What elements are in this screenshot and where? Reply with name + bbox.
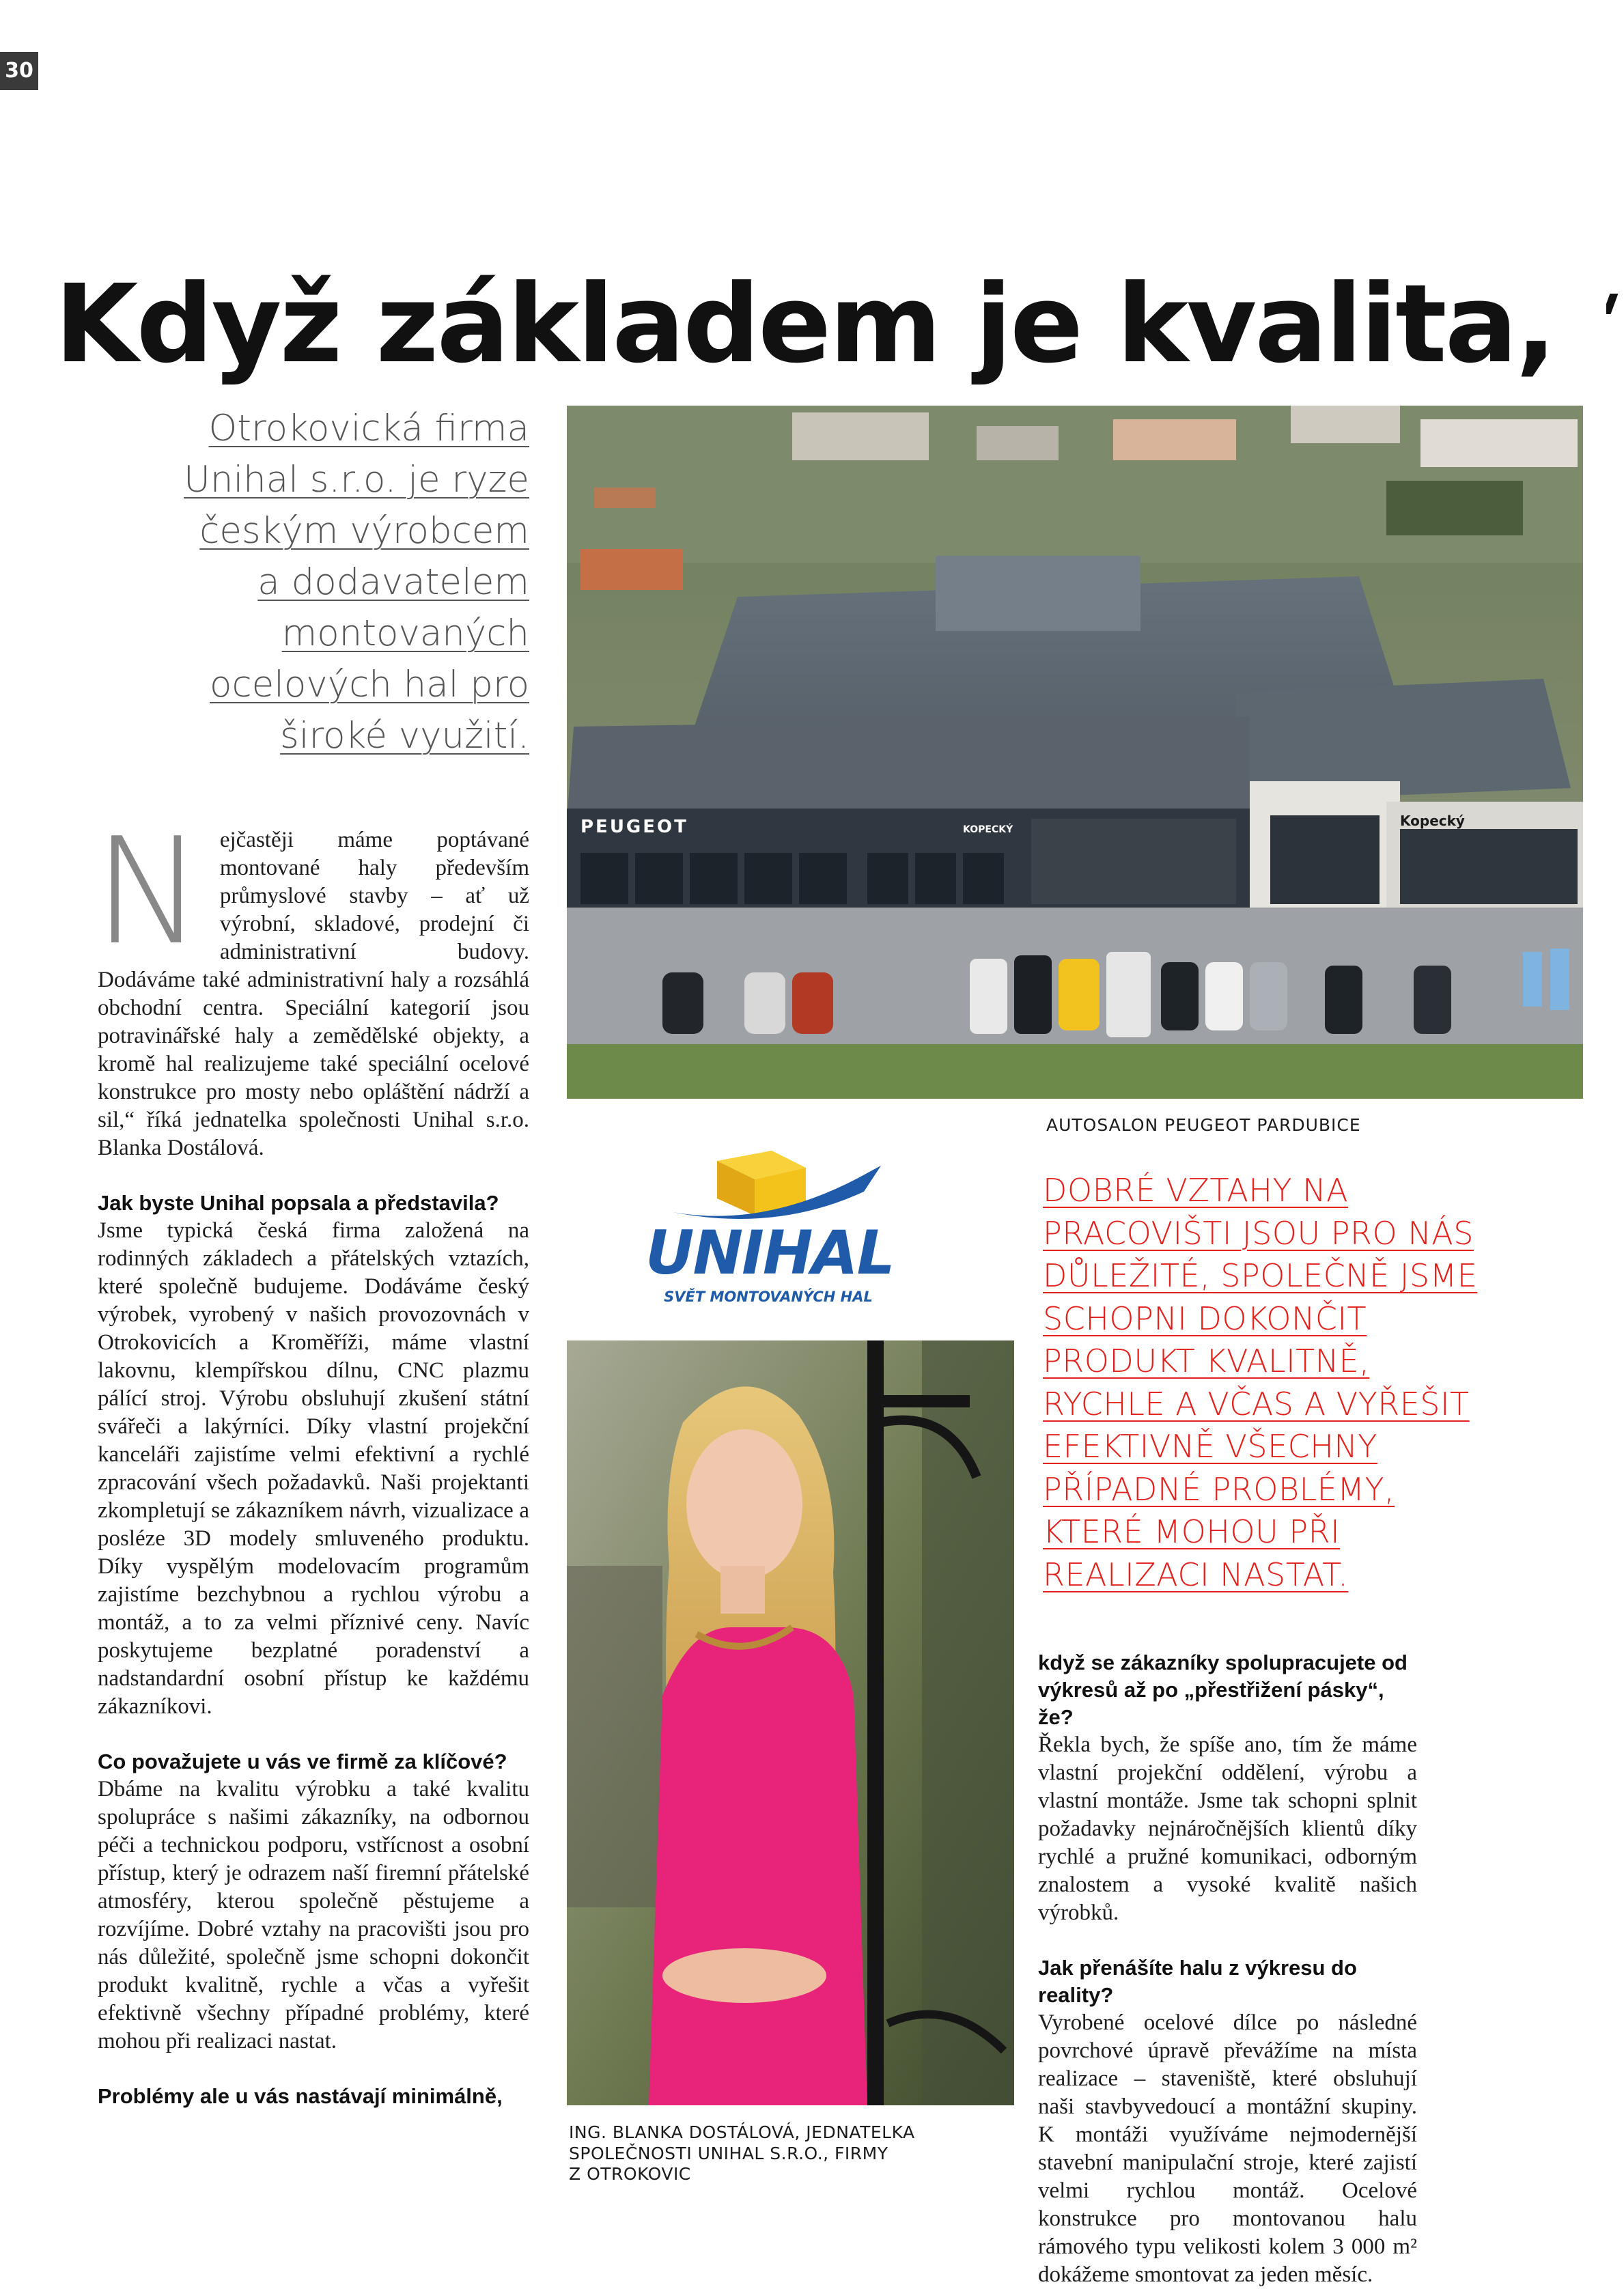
storefront-sign-peugeot: PEUGEOT bbox=[580, 817, 688, 837]
unihal-logo bbox=[645, 1130, 905, 1308]
headline: Když základem je kvalita, bbox=[55, 262, 1555, 387]
question-4: Jak přenášíte halu z výkresu do reality? bbox=[1038, 1956, 1357, 2007]
pull-quote bbox=[1043, 1169, 1480, 1596]
pull-quote-line: EFEKTIVNĚ VŠECHNY bbox=[1043, 1428, 1377, 1465]
answer-1: Jsme typická česká firma založená na rodinných základech a přátelských vztazích, které společně budujeme. Dodáváme český výrobek, vyrobený v našich provozovnách v Otrokovicích a Kroměříži, máme vlastní lakovnu, klempířskou dílnu, CNC plazmu pálící stroj. Výrobu obsluhují zkušení státní svářeči a lakýrníci. Díky vlastní projekční kanceláři zajistíme velmi efektivní a rychlé zpracování všech požadavků. Naši projektanti zkompletují se zákazníkem návrh, vizualizace a posléze 3D modely smluveného produktu. Díky vyspělým modelovacím programům zajistíme bezchybnou a rychlou výrobu a montáž, a to za velmi příznivé ceny. Navíc poskytujeme bezplatné poradenství a nadstandardní osobní přístup ke každému zákazníkovi. bbox=[98, 1218, 529, 1719]
portrait-caption-line: SPOLEČNOSTI UNIHAL S.R.O., FIRMY bbox=[569, 2143, 888, 2163]
car-dealership-aerial-photo bbox=[567, 406, 1583, 1099]
portrait-photo-blanka-dostalova bbox=[567, 1340, 1014, 2105]
article-column-right bbox=[1038, 1649, 1417, 2289]
pull-quote-line: DOBRÉ VZTAHY NA bbox=[1043, 1172, 1349, 1209]
pull-quote-line: PŘÍPADNÉ PROBLÉMY, bbox=[1043, 1470, 1395, 1508]
pull-quote-line: REALIZACI NASTAT. bbox=[1043, 1556, 1349, 1593]
standfirst-line: Unihal s.r.o. je ryze bbox=[184, 459, 529, 501]
standfirst-line: českým výrobcem bbox=[199, 510, 529, 552]
page-number: 30 bbox=[0, 52, 38, 90]
standfirst-line: montovaných bbox=[281, 613, 529, 654]
portrait-caption-line: ING. BLANKA DOSTÁLOVÁ, JEDNATELKA bbox=[569, 2122, 915, 2142]
intro-paragraph bbox=[94, 806, 529, 1162]
storefront-sign-kopecky: Kopecký bbox=[1400, 813, 1465, 829]
pull-quote-line: KTERÉ MOHOU PŘI bbox=[1043, 1513, 1341, 1550]
unihal-logo-tagline: SVĚT MONTOVANÝCH HAL bbox=[664, 1289, 873, 1305]
unihal-logo-wordmark: UNIHAL bbox=[645, 1218, 894, 1288]
headline-continuation-fragment bbox=[1606, 294, 1624, 348]
answer-2: Dbáme na kvalitu výrobku a také kvalitu spolupráce s našimi zákazníky, na odbornou péči a technickou podporu, vstřícnost a osobní přístup, který je odrazem naší firemní přátelské atmosféry, kterou společně pěstujeme a rozvíjíme. Dobré vztahy na pracovišti jsou pro nás důležité, společně jsme schopni dokončit produkt kvalitně, rychle a včas a vyřešit efektivně všechny případné problémy, které mohou při realizaci nastat. bbox=[98, 1777, 529, 2053]
standfirst-line: ocelových hal pro bbox=[210, 664, 529, 705]
intro-text: ejčastěji máme poptávané montované haly především průmyslové stavby – ať už výrobní, skladové, prodejní či administrativní budovy. Dodáváme také administrativní haly a rozsáhlá obchodní centra. Speciální kategorií jsou potravinářské haly a zemědělské objekty, a kromě hal realizujeme také speciální ocelové konstrukce pro mosty nebo opláštění nádrží a sil,“ říká jednatelka společnosti Unihal s.r.o. Blanka Dostálová. bbox=[98, 828, 529, 1160]
pull-quote-line: RYCHLE A VČAS A VYŘEŠIT bbox=[1043, 1385, 1470, 1422]
question-3-continued: když se zákazníky spolupracujete od výkresů až po „přestřižení pásky“, že? bbox=[1038, 1651, 1408, 1729]
question-3-start: Problémy ale u vás nastávají minimálně, bbox=[98, 2084, 503, 2108]
pull-quote-line: PRACOVIŠTI JSOU PRO NÁS bbox=[1043, 1214, 1474, 1252]
portrait-caption-line: Z OTROKOVIC bbox=[569, 2164, 691, 2184]
unihal-logo-mark bbox=[645, 1130, 905, 1226]
question-1: Jak byste Unihal popsala a představila? bbox=[98, 1191, 499, 1215]
drop-cap: N bbox=[94, 806, 204, 977]
answer-3: Řekla bych, že spíše ano, tím že máme vlastní projekční oddělení, výrobu a vlastní montáže. Jsme tak schopni splnit požadavky nejnáročnějších klientů díky rychlé a pružné komunikaci, odborným znalostem a vysoké kvalitě našich výrobků. bbox=[1038, 1732, 1417, 1925]
answer-4: Vyrobené ocelové dílce po následné povrchové úpravě převážíme na místa realizace – staveniště, které obsluhují naši stavbyvedoucí a montážní skupiny. K montáži využíváme nejmodernější stavební manipulační stroje, které zajistí velmi rychlou montáž. Ocelové konstrukce pro montovanou halu rámového typu velikosti kolem 3 000 m² dokážeme smontovat za jeden měsíc. bbox=[1038, 2010, 1417, 2287]
standfirst bbox=[109, 403, 529, 761]
article-column-left bbox=[94, 806, 529, 2110]
standfirst-line: a dodavatelem bbox=[257, 561, 529, 603]
pull-quote-line: SCHOPNI DOKONČIT bbox=[1043, 1300, 1367, 1337]
pull-quote-line: PRODUKT KVALITNĚ, bbox=[1043, 1343, 1370, 1379]
portrait-caption bbox=[569, 2122, 1013, 2185]
storefront-sign-kopecky-small: KOPECKÝ bbox=[963, 824, 1013, 835]
standfirst-line: Otrokovická firma bbox=[208, 408, 529, 449]
photo-caption-dealership: AUTOSALON PEUGEOT PARDUBICE bbox=[1046, 1115, 1361, 1135]
standfirst-line: široké využití. bbox=[280, 715, 529, 757]
pull-quote-line: DŮLEŽITÉ, SPOLEČNĚ JSME bbox=[1043, 1257, 1478, 1294]
question-2: Co považujete u vás ve firmě za klíčové? bbox=[98, 1750, 507, 1773]
